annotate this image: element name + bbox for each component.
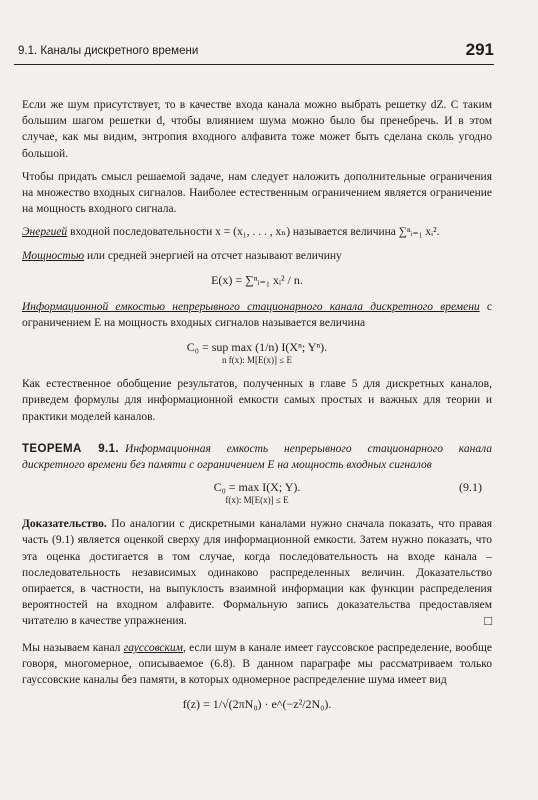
proof-heading: Доказательство.: [22, 518, 107, 531]
qed-symbol: □: [484, 613, 492, 629]
proof-text: По аналогии с дискретными каналами нужно сначала показать, что правая часть (9.1) является оценкой сверху для информационной емкости. Затем нужно показать, что эта оценка достигается в том случае, когда последовательность на входе канала – последовательность независимых одинаково распределенных величин. Доказательство опирается, в частности, на выпуклость взаимной информации как функции распределения вероятностей на входном алфавите. Формальную запись доказательства предоставляем читателю в качестве упражнения.: [22, 518, 492, 628]
proof: [22, 516, 492, 629]
formula-power: E(x) = ∑ⁿᵢ₌₁ xᵢ² / n.: [211, 272, 303, 287]
power-definition: [22, 248, 492, 264]
page-header: [14, 38, 494, 65]
term-capacity: Информационной емкостью непрерывного стационарного канала дискретного времени: [22, 300, 480, 313]
formula-capacity-main: C₀ = sup max (1/n) I(Xⁿ; Yⁿ).: [186, 340, 328, 355]
term-power: Мощностью: [22, 249, 85, 262]
power-definition-text: или средней энергией на отсчет называют величину: [84, 249, 342, 262]
term-gaussian: гауссовским: [123, 641, 183, 654]
equation-9-1-sub: f(x): M[E(x)] ≤ E: [225, 495, 289, 506]
energy-definition: [22, 224, 492, 240]
energy-definition-text: входной последовательности x = (x₁, . . . , xₙ) называется величина ∑ⁿᵢ₌₁ xᵢ².: [67, 226, 440, 239]
paragraph-6: Как естественное обобщение результатов, полученных в главе 5 для дискретных каналов, приведем формулы для информационной емкости самых простых и важных для теории и практики моделей каналов.: [22, 378, 492, 423]
formula-capacity-sub: n f(x): M[E(x)] ≤ E: [222, 355, 292, 366]
page-body: [22, 97, 492, 723]
gaussian-text-pre: Мы называем канал: [22, 641, 124, 654]
gaussian-text: , если шум в канале имеет гауссовское распределение, вообще говоря, многомерное, описываемое (6.8). В данном параграфе мы рассматриваем только гауссовские каналы без памяти, в которых одномерное распределение шума имеет вид: [22, 641, 492, 687]
paragraph-2: Чтобы придать смысл решаемой задаче, нам следует наложить дополнительные ограничения на множество входных сигналов. Наиболее естественным ограничением является ограничение на мощность входного сигнала.: [22, 170, 492, 216]
theorem-text: Информационная емкость непрерывного стационарного канала дискретного времени без памяти с ограничением E на мощность входных сигналов: [22, 442, 493, 472]
capacity-definition-text: с ограничением E на мощность входных сигналов называется величина: [22, 300, 493, 330]
running-title: 9.1. Каналы дискретного времени: [18, 45, 199, 57]
formula-gaussian-density: f(z) = 1/√(2πN₀) · e^(−z²/2N₀).: [182, 697, 332, 712]
theorem-9-1: [22, 441, 492, 473]
capacity-definition: [22, 299, 492, 331]
formula-capacity: [22, 340, 492, 365]
paragraph-gaussian: [22, 640, 492, 689]
equation-9-1-main: C₀ = max I(X; Y).: [213, 480, 301, 495]
equation-number: (9.1): [459, 480, 482, 495]
paragraph-1: Если же шум присутствует, то в качестве входа канала можно выбрать решетку dZ. С таким большим шагом решетки d, чтобы влиянием шума можно было бы пренебречь. И в этом случае, как мы видим, энтропия входного алфавита тоже может быть сделана сколь угодно большой.: [22, 99, 492, 160]
theorem-heading: ТЕОРЕМА 9.1.: [22, 442, 120, 455]
page-number: 291: [465, 40, 494, 59]
term-energy: Энергией: [22, 226, 68, 239]
equation-9-1: [22, 480, 492, 505]
